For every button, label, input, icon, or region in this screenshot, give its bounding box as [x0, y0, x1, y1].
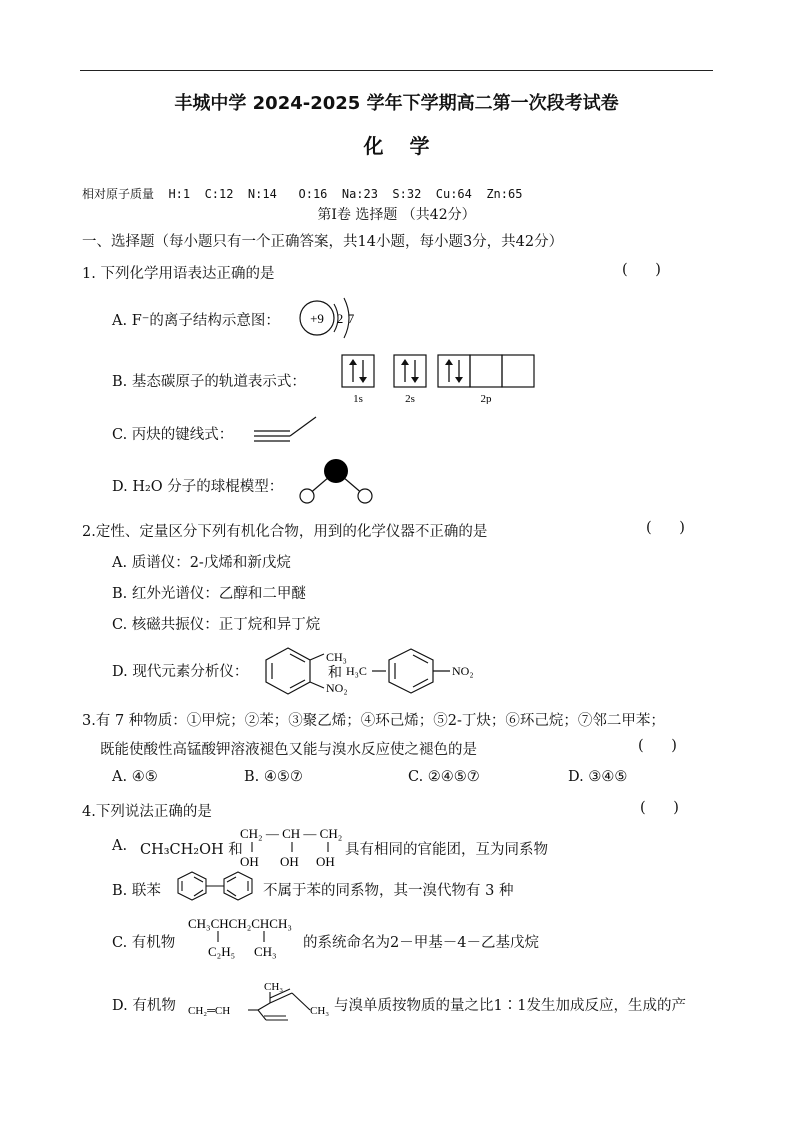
biphenyl-structure	[172, 870, 264, 902]
no2-label-b: NO₂	[452, 664, 474, 678]
h3c-label: H₃C	[346, 664, 367, 678]
q1-option-b: B. 基态碳原子的轨道表示式：	[112, 374, 306, 390]
label-1s: 1s	[353, 393, 363, 404]
para-nitrotoluene	[346, 649, 474, 693]
q3-option-d: D. ③④⑤	[568, 769, 628, 785]
q3-stem-2: 既能使酸性高锰酸钾溶液褪色又能与溴水反应使之褪色的是	[100, 742, 477, 758]
subject-title: 化学	[363, 134, 456, 158]
q3-answer-paren: ( )	[638, 738, 677, 754]
oh-label: OH	[280, 854, 299, 869]
q2-option-a: A. 质谱仪：2-戊烯和新戊烷	[112, 555, 291, 571]
ethyl-substituent: C₂H₅	[208, 944, 236, 959]
methyl-substituent: CH₃	[254, 944, 277, 959]
q2-option-d: D. 现代元素分析仪：	[112, 664, 249, 680]
q4-option-d-suffix: 与溴单质按物质的量之比1∶1发生加成反应，生成的产	[334, 998, 686, 1014]
q2-stem: 2.定性、定量区分下列有机化合物，用到的化学仪器不正确的是	[82, 524, 488, 540]
q3-option-b: B. ④⑤⑦	[244, 769, 303, 785]
branched-alkane-structure	[186, 914, 304, 960]
q4-option-b-suffix: 不属于苯的同系物，其一溴代物有 3 种	[263, 883, 514, 899]
q4-option-d-prefix: D. 有机物	[112, 998, 176, 1014]
orbital-1s	[342, 355, 374, 387]
q1-option-a: A. F⁻的离子结构示意图：	[112, 313, 280, 329]
q1-answer-paren: ( )	[622, 262, 661, 278]
and-label: 和	[328, 666, 342, 681]
methyl-top-label: CH₃	[264, 981, 284, 993]
q4-option-b-prefix: B. 联苯	[112, 883, 161, 899]
propyne-skeletal-formula	[252, 414, 322, 444]
q2-option-b: B. 红外光谱仪：乙醇和二甲醚	[112, 586, 306, 602]
label-2p: 2p	[480, 393, 492, 404]
atomic-masses: 相对原子质量 H:1 C:12 N:14 O:16 Na:23 S:32 Cu:64 Zn:65	[82, 187, 523, 201]
q4-option-a-suffix: 具有相同的官能团，互为同系物	[345, 842, 548, 858]
q2-option-c: C. 核磁共振仪：正丁烷和异丁烷	[112, 617, 321, 633]
label-2s: 2s	[405, 393, 415, 404]
q2-answer-paren: ( )	[646, 520, 685, 536]
q4-option-a-prefix: A.	[112, 838, 128, 854]
q4-option-c-prefix: C. 有机物	[112, 935, 176, 951]
glycerol-chain: CH₂ — CH — CH₂	[240, 826, 343, 841]
glycerol-structure	[238, 824, 346, 870]
q3-option-c: C. ②④⑤⑦	[408, 769, 480, 785]
q4-answer-paren: ( )	[640, 800, 679, 816]
oh-label: OH	[316, 854, 335, 869]
header-rule	[80, 70, 713, 71]
nucleus-charge: +9	[310, 311, 324, 326]
q4-option-a-ethanol: CH₃CH₂OH 和	[140, 842, 243, 858]
q3-option-a: A. ④⑤	[112, 769, 158, 785]
q1-stem: 1. 下列化学用语表达正确的是	[82, 266, 275, 282]
part-title: 第Ⅰ卷 选择题 （共42分）	[317, 207, 476, 223]
no2-label: NO₂	[326, 681, 348, 695]
section-heading: 一、选择题（每小题只有一个正确答案，共14小题，每小题3分，共42分）	[82, 234, 564, 250]
q1-option-d: D. H₂O 分子的球棍模型：	[112, 479, 284, 495]
hydrogen-atom	[358, 489, 372, 503]
hydrogen-atom	[300, 489, 314, 503]
oxygen-atom	[324, 459, 348, 483]
q3-stem: 3.有 7 种物质：①甲烷；②苯；③聚乙烯；④环己烯；⑤2-丁炔；⑥环己烷；⑦邻二甲苯；	[82, 713, 665, 729]
shell-2-electrons: 7	[347, 311, 355, 326]
exam-title: 丰城中学 2024-2025 学年下学期高二第一次段考试卷	[174, 93, 619, 114]
q1-option-c: C. 丙炔的键线式：	[112, 427, 234, 443]
ion-structure-diagram	[296, 290, 356, 348]
shell-1-electrons: 2	[336, 311, 344, 326]
diene-structure	[186, 976, 336, 1026]
vinyl-label: CH₂═CH	[188, 1005, 231, 1017]
q4-option-c-suffix: 的系统命名为2－甲基－4－乙基戊烷	[303, 935, 539, 951]
ch3-label: CH₃	[326, 650, 347, 664]
main-chain: CH₃CHCH₂CHCH₃	[188, 916, 292, 931]
water-ball-stick-model	[294, 455, 378, 507]
nitrotoluene-structures	[262, 644, 502, 698]
methyl-end-label: CH₃	[310, 1005, 330, 1017]
orbital-diagram	[336, 352, 540, 404]
oh-label: OH	[240, 854, 259, 869]
orbital-2s	[394, 355, 426, 387]
q4-stem: 4.下列说法正确的是	[82, 804, 212, 820]
orbital-2p	[438, 355, 534, 387]
